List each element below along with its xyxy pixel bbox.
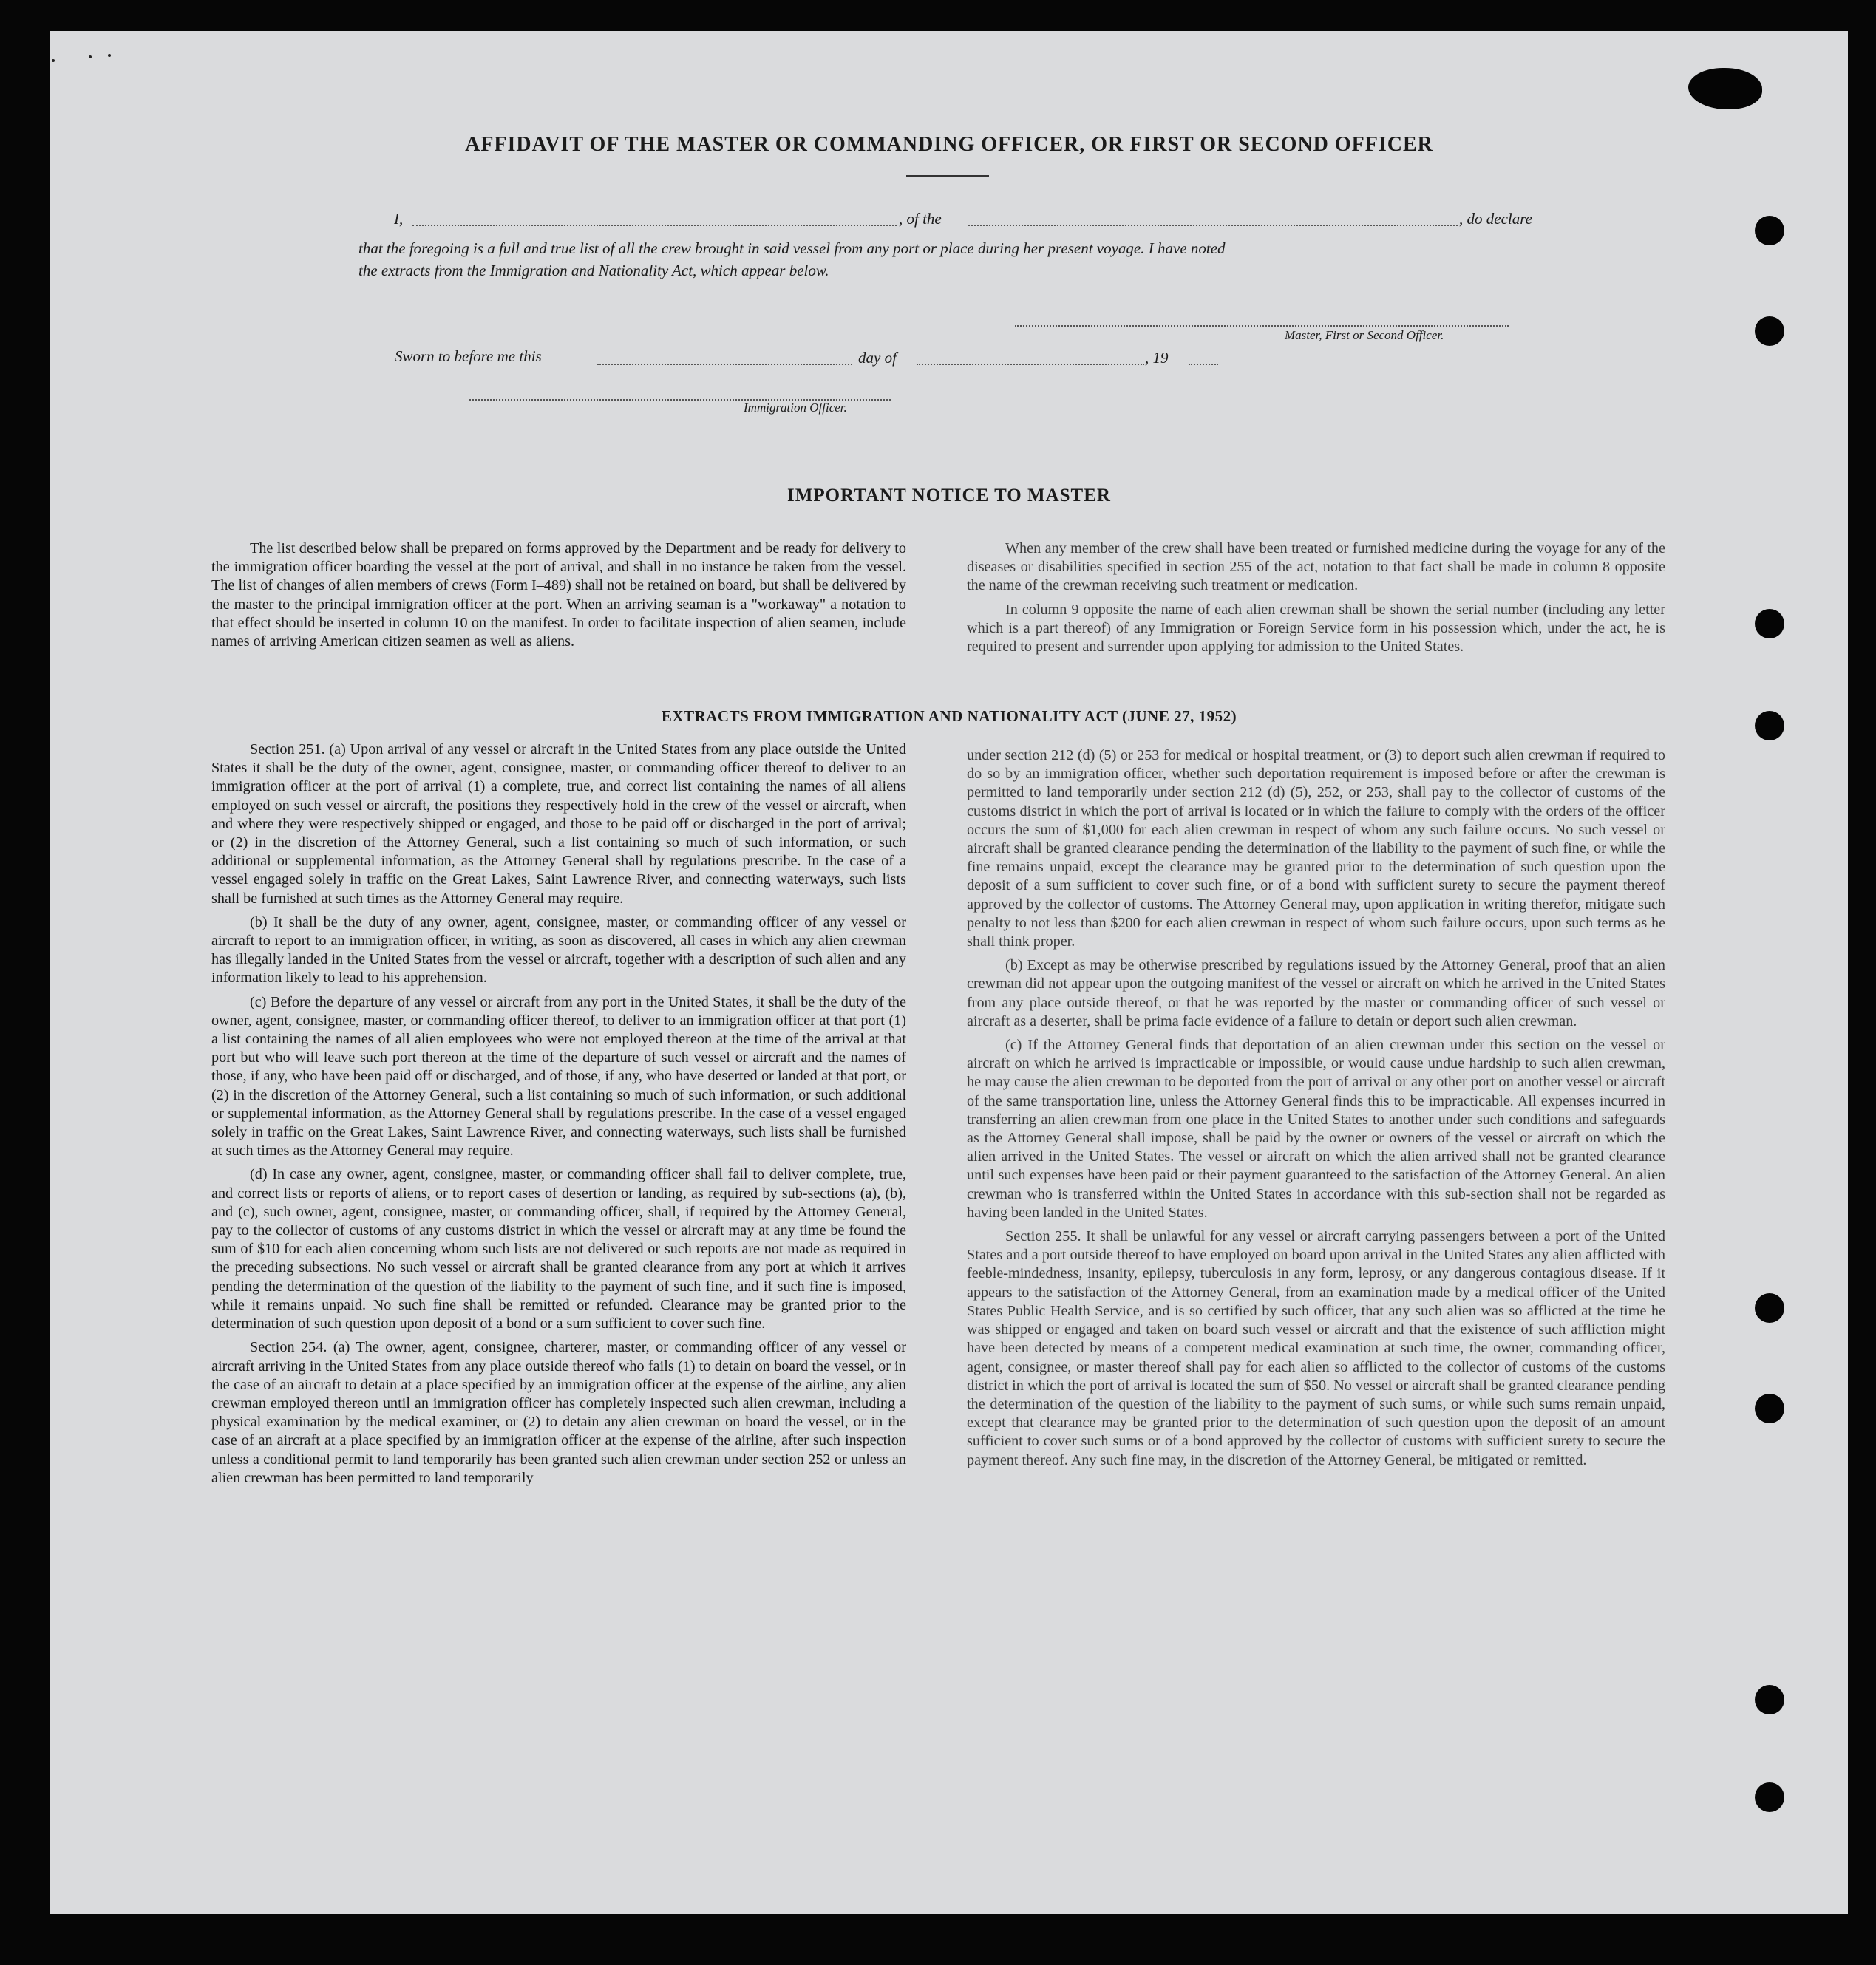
speck — [108, 54, 111, 57]
speck — [52, 59, 55, 62]
vessel-blank[interactable] — [968, 225, 1458, 226]
statement-line-2: the extracts from the Immigration and Nationality Act, which appear below. — [358, 262, 829, 279]
of-the-label: , of the — [899, 210, 942, 228]
name-blank[interactable] — [412, 225, 897, 226]
extracts-left-column — [211, 740, 906, 1493]
sworn-year-blank[interactable] — [1189, 364, 1218, 365]
statement-line-1: that the foregoing is a full and true list of all the crew brought in said vessel from any port or place during her present voyage. I have noted — [358, 239, 1226, 257]
section-251-b: (b) It shall be the duty of any owner, agent, consignee, master, or commanding officer of any vessel or aircraft to report to an immigration officer, in writing, as soon as discovered, all cases in which any alien crewman has illegally landed in the United States from the vessel or aircraft, together with a description of such alien and any information likely to lead to his apprehension. — [211, 913, 906, 987]
title-rule — [906, 175, 989, 177]
ink-blot — [1688, 68, 1762, 109]
year-label: , 19 — [1145, 349, 1169, 367]
notice-right-paragraph-2: In column 9 opposite the name of each alien crewman shall be shown the serial number (including any letter which is a part thereof) of any Immigration or Foreign Service form in his possession which, under the act, he is required to present and surrender upon applying for admission to the United States. — [967, 601, 1665, 655]
document-page — [50, 31, 1848, 1914]
punch-hole — [1755, 1685, 1784, 1714]
notice-right-paragraph-1: When any member of the crew shall have been treated or furnished medicine during the voyage for any of the diseases or disabilities specified in section 255 of the act, notation to that fact shall be made in column 8 opposite the name of the crewman receiving such treatment or medication. — [967, 540, 1665, 594]
punch-hole — [1755, 316, 1784, 346]
punch-hole — [1755, 1394, 1784, 1423]
i-label: I, — [394, 210, 404, 228]
punch-hole — [1755, 609, 1784, 638]
day-of-label: day of — [858, 349, 897, 367]
punch-hole — [1755, 1782, 1784, 1812]
section-251-a: Section 251. (a) Upon arrival of any vessel or aircraft in the United States from any place outside the United States it shall be the duty of the owner, agent, consignee, master, or commanding officer thereof to deliver to an immigration officer at the port of arrival (1) a complete, true, and correct list containing the names of all aliens employed on such vessel or aircraft, the positions they respectively hold in the crew of the vessel or aircraft, when and where they were respectively shipped or engaged, and those to be paid off or discharged in the port of arrival; or (2) in the discretion of the Attorney General, such a list containing so much of such information, or such additional or supplemental information, as the Attorney General shall by regulations prescribe. In the case of a vessel engaged solely in traffic on the Great Lakes, Saint Lawrence River, and connecting waterways, such lists shall be furnished at such times as the Attorney General may require. — [211, 741, 906, 907]
sworn-month-blank[interactable] — [917, 364, 1144, 365]
affidavit-title: AFFIDAVIT OF THE MASTER OR COMMANDING OFFICER, OR FIRST OR SECOND OFFICER — [465, 133, 1433, 156]
notice-right-column — [967, 539, 1665, 661]
notice-title: IMPORTANT NOTICE TO MASTER — [787, 486, 1111, 505]
notice-left-column — [211, 539, 906, 656]
section-254-a-continued: under section 212 (d) (5) or 253 for medical or hospital treatment, or (3) to deport such alien crewman if required to do so by an immigration officer, whether such deportation requirement is imposed before or after the crewman is permitted to land temporarily under section 212 (d) (5), 252, or 253, shall pay to the collector of customs of the customs district in which the port of arrival is located or in which the failure to comply with the orders of the officer occurs the sum of $1,000 for each alien crewman in respect of whom any such failure occurs. No such vessel or aircraft shall be granted clearance pending the determination of the liability to the payment of such fine, or while the fine remains unpaid, except the clearance may be granted prior to the determination of such question upon the deposit of a sum sufficient to cover such fine, or of a bond with sufficient surety to secure the payment thereof approved by the collector of customs. The Attorney General may, upon application in writing therefor, mitigate such penalty to not less than $200 for each alien crewman in respect of whom such failure occurs, upon such terms as he shall think proper. — [967, 747, 1665, 950]
notice-left-paragraph: The list described below shall be prepared on forms approved by the Department and be ready for delivery to the immigration officer boarding the vessel at the port of arrival, and shall in no instance be taken from the vessel. The list of changes of alien members of crews (Form I–489) shall not be retained on board, but shall be delivered by the master to the principal immigration officer at the port. When an arriving seaman is a "workaway" a notation to that effect should be inserted in column 10 on the manifest. In order to facilitate inspection of alien seamen, include names of arriving American citizen seamen as well as aliens. — [211, 540, 906, 650]
sworn-label: Sworn to before me this — [395, 347, 542, 365]
section-251-d: (d) In case any owner, agent, consignee, master, or commanding officer shall fail to deliver complete, true, and correct lists or reports of aliens, or to report cases of desertion or landing, as required by sub-sections (a), (b), and (c), such owner, agent, consignee, master, or commanding officer, shall, if required by the Attorney General, pay to the collector of customs of any customs district in which the vessel or aircraft may at any time be found the sum of $10 for each alien concerning whom such lists are not delivered or such reports are not made as required in the preceding subsections. No such vessel or aircraft shall be granted clearance from any port at which it arrives pending the determination of the question of the liability to the payment of such fine, and if such fine is imposed, while it remains unpaid. No such fine shall be remitted or refunded. Clearance may be granted prior to the determination of such question upon deposit of a bond or a sum sufficient to cover such fine. — [211, 1166, 906, 1332]
sworn-day-blank[interactable] — [597, 364, 852, 365]
section-254-a: Section 254. (a) The owner, agent, consignee, charterer, master, or commanding officer of any vessel or aircraft arriving in the United States from any place outside thereof who fails (1) to detain on board the vessel, or in the case of an aircraft to detain at a place specified by an immigration officer at the expense of the airline, any alien crewman employed thereon until an immigration officer has completely inspected such alien crewman, including a physical examination by the medical examiner, or (2) to detain any alien crewman on board the vessel, or in the case of an aircraft at a place specified by an immigration officer at the expense of the airline, after such inspection unless a conditional permit to land temporarily has been granted such alien crewman under section 252 or unless an alien crewman has been permitted to land temporarily — [211, 1339, 906, 1486]
master-signature-line[interactable] — [1015, 325, 1509, 327]
do-declare-label: , do declare — [1459, 210, 1532, 228]
officer-caption: Immigration Officer. — [744, 401, 847, 415]
extracts-title: EXTRACTS FROM IMMIGRATION AND NATIONALITY ACT (JUNE 27, 1952) — [661, 707, 1237, 725]
master-caption: Master, First or Second Officer. — [1285, 328, 1444, 342]
punch-hole — [1755, 216, 1784, 245]
section-254-c: (c) If the Attorney General finds that deportation of an alien crewman under this section on the vessel or aircraft on which he arrived is impracticable or impossible, or would cause undue hardship to such alien crewman, he may cause the alien crewman to be deported from the port of arrival or any other port on another vessel or aircraft of the same transportation line, unless the Attorney General finds this to be impracticable. All expenses incurred in transferring an alien crewman from one place in the United States to another under such conditions and safeguards as the Attorney General shall impose, shall be paid by the owner or owners of the vessel or aircraft on which the alien arrived in the United States. The vessel or aircraft on which the alien arrived shall not be granted clearance until such expenses have been paid or their payment guaranteed to the satisfaction of the Attorney General. An alien crewman who is transferred within the United States in accordance with this sub-section shall not be regarded as having been landed in the United States. — [967, 1037, 1665, 1221]
extracts-right-column — [967, 746, 1665, 1475]
section-255: Section 255. It shall be unlawful for any vessel or aircraft carrying passengers between a port of the United States and a port outside thereof to have employed on board upon arrival in the United States any alien afflicted with feeble-mindedness, insanity, epilepsy, tuberculosis in any form, leprosy, or any dangerous contagious disease. If it appears to the satisfaction of the Attorney General, from an examination made by a medical officer of the United States Public Health Service, and is so certified by such officer, that any such alien was so afflicted at the time he was shipped or engaged and taken on board such vessel or aircraft and that the existence of such affliction might have been detected by means of a competent medical examination at such time, the owner, commanding officer, agent, consignee, or master thereof shall pay for each alien so afflicted to the collector of customs of the customs district in which the port of arrival is located the sum of $50. No vessel or aircraft shall be granted clearance pending the determination of the question of the liability to the payment of such sums, or while such sums remain unpaid, except that clearance may be granted prior to the determination of such question upon the deposit of an amount sufficient to cover such sums or of a bond approved by the collector of customs with sufficient surety to secure the payment thereof. Any such fine may, in the discretion of the Attorney General, be mitigated or remitted. — [967, 1228, 1665, 1468]
speck — [89, 55, 92, 58]
punch-hole — [1755, 1293, 1784, 1323]
section-254-b: (b) Except as may be otherwise prescribed by regulations issued by the Attorney General, proof that an alien crewman did not appear upon the outgoing manifest of the vessel or aircraft on which he arrived in the United States from any place outside thereof, or that he was reported by the master or commanding officer of such vessel or aircraft as a deserter, shall be prima facie evidence of a failure to detain or deport such alien crewman. — [967, 957, 1665, 1029]
section-251-c: (c) Before the departure of any vessel or aircraft from any port in the United States, it shall be the duty of the owner, agent, consignee, master, or commanding officer thereof, to deliver to an immigration officer at that port (1) a list containing the names of all alien employees who were not employed thereon at the time of the arrival at that port but who will leave such port thereon at the time of the departure of such vessel or aircraft and the names of those, if any, who have been paid off or discharged, and of those, if any, who have deserted or landed at that port, or (2) in the discretion of the Attorney General, such a list containing so much of such information, or such additional or supplemental information, as the Attorney General shall by regulations prescribe. In the case of a vessel engaged solely in traffic on the Great Lakes, Saint Lawrence River, and connecting waterways, such lists shall be furnished at such times as the Attorney General may require. — [211, 993, 906, 1159]
